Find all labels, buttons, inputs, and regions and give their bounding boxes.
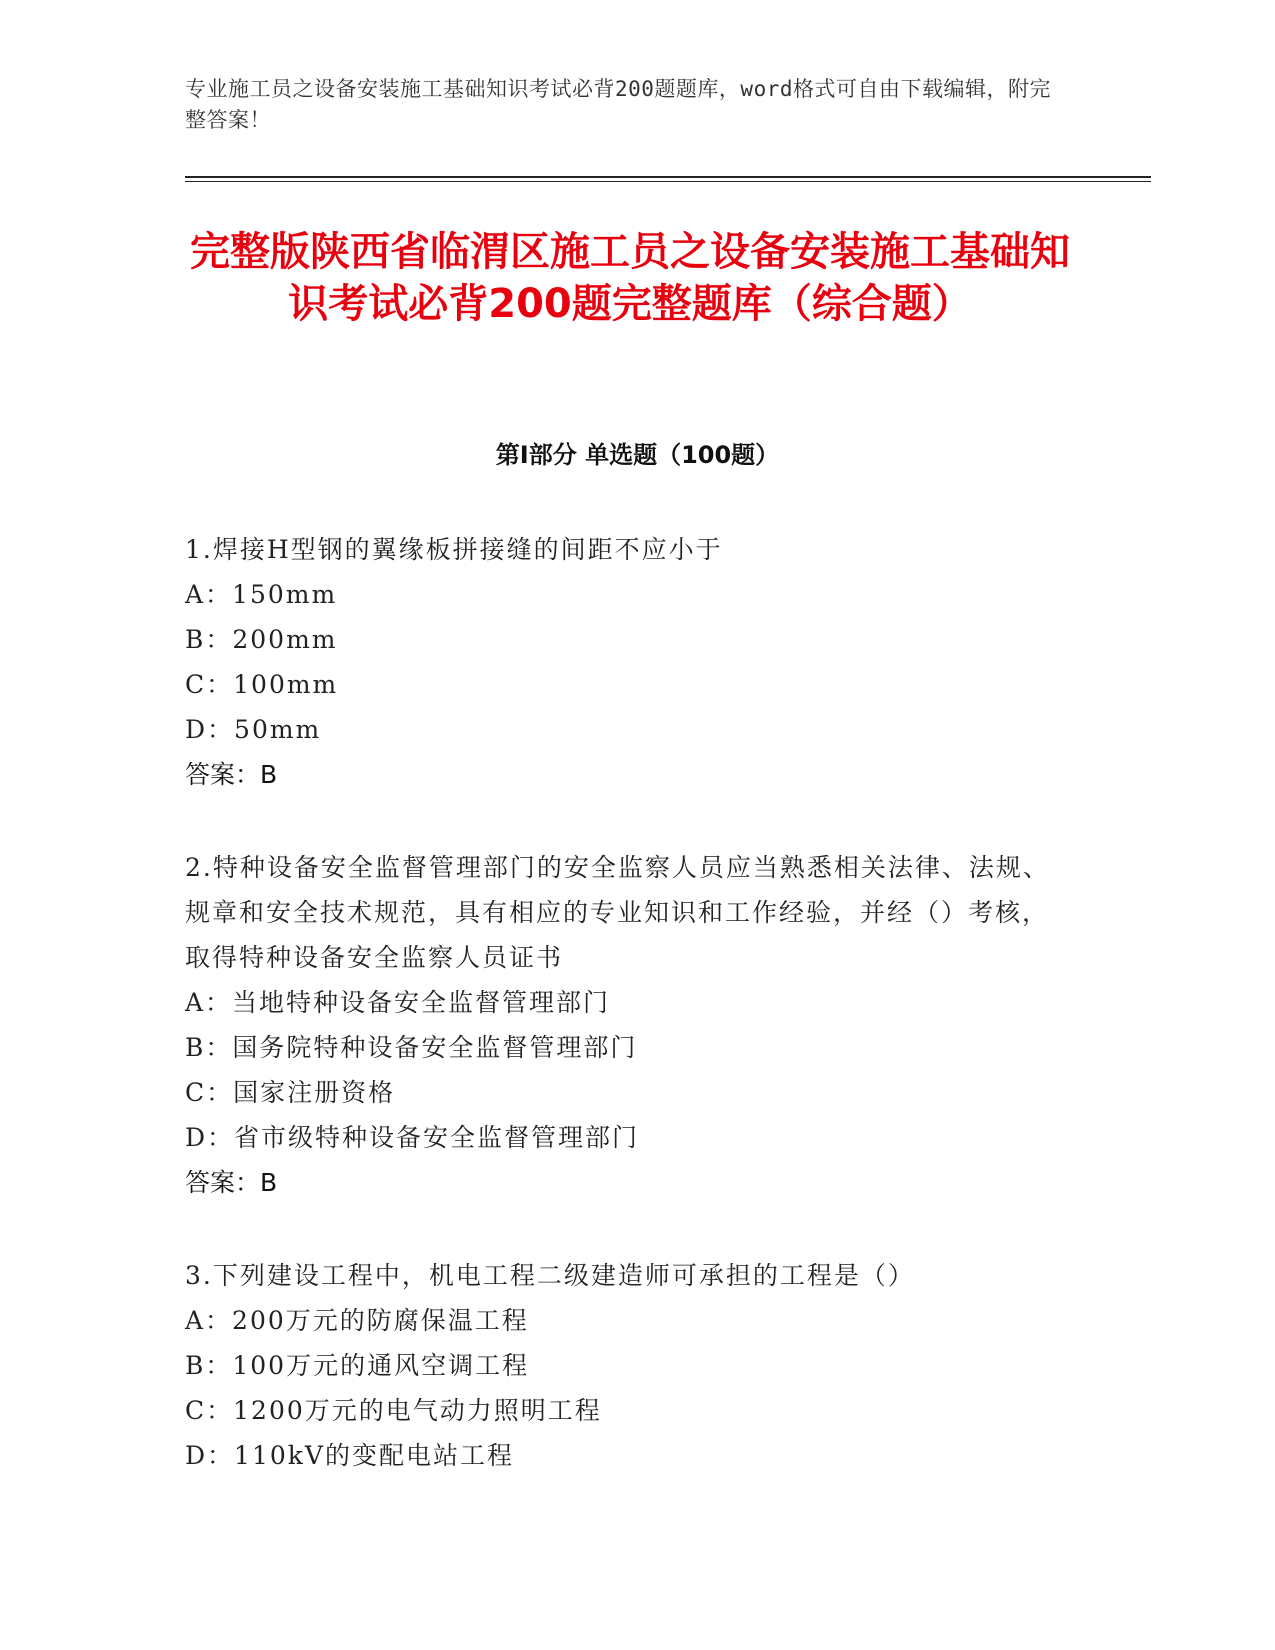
option-a: A：当地特种设备安全监督管理部门 (185, 988, 611, 1017)
option-a: A：200万元的防腐保温工程 (185, 1306, 529, 1335)
option-b: B：国务院特种设备安全监督管理部门 (185, 1033, 638, 1062)
option-c: C：100mm (185, 670, 339, 699)
answer-line (185, 752, 1065, 797)
option-c: C：国家注册资格 (185, 1078, 396, 1107)
answer-value: B (260, 760, 278, 789)
question-stem: 3.下列建设工程中，机电工程二级建造师可承担的工程是（） (185, 1261, 915, 1290)
question-stem: 2.特种设备安全监督管理部门的安全监察人员应当熟悉相关法律、法规、规章和安全技术规范，具有相应的专业知识和工作经验，并经（）考核，取得特种设备安全监察人员证书 (185, 853, 1050, 972)
header-divider (185, 176, 1151, 178)
option-c: C：1200万元的电气动力照明工程 (185, 1396, 602, 1425)
question-2 (185, 845, 1065, 1205)
option-b: B：200mm (185, 625, 338, 654)
header-note: 专业施工员之设备安装施工基础知识考试必背200题题库，word格式可自由下载编辑，附完整答案！ (185, 77, 1051, 132)
question-3 (185, 1253, 1065, 1478)
answer-value: B (260, 1168, 278, 1197)
answer-label: 答案： (185, 1168, 261, 1197)
option-d: D：省市级特种设备安全监督管理部门 (185, 1123, 640, 1152)
question-stem: 1.焊接H型钢的翼缘板拼接缝的间距不应小于 (185, 535, 723, 564)
question-1 (185, 527, 1065, 797)
answer-label: 答案： (185, 760, 261, 789)
section-heading: 第I部分 单选题（100题） (495, 441, 780, 469)
option-a: A：150mm (185, 580, 338, 609)
option-d: D：110kV的变配电站工程 (185, 1441, 514, 1470)
option-d: D：50mm (185, 715, 322, 744)
answer-line (185, 1160, 1065, 1205)
header-divider-thin (185, 181, 1151, 182)
document-title: 完整版陕西省临渭区施工员之设备安装施工基础知识考试必背200题完整题库（综合题） (190, 229, 1070, 327)
option-b: B：100万元的通风空调工程 (185, 1351, 530, 1380)
